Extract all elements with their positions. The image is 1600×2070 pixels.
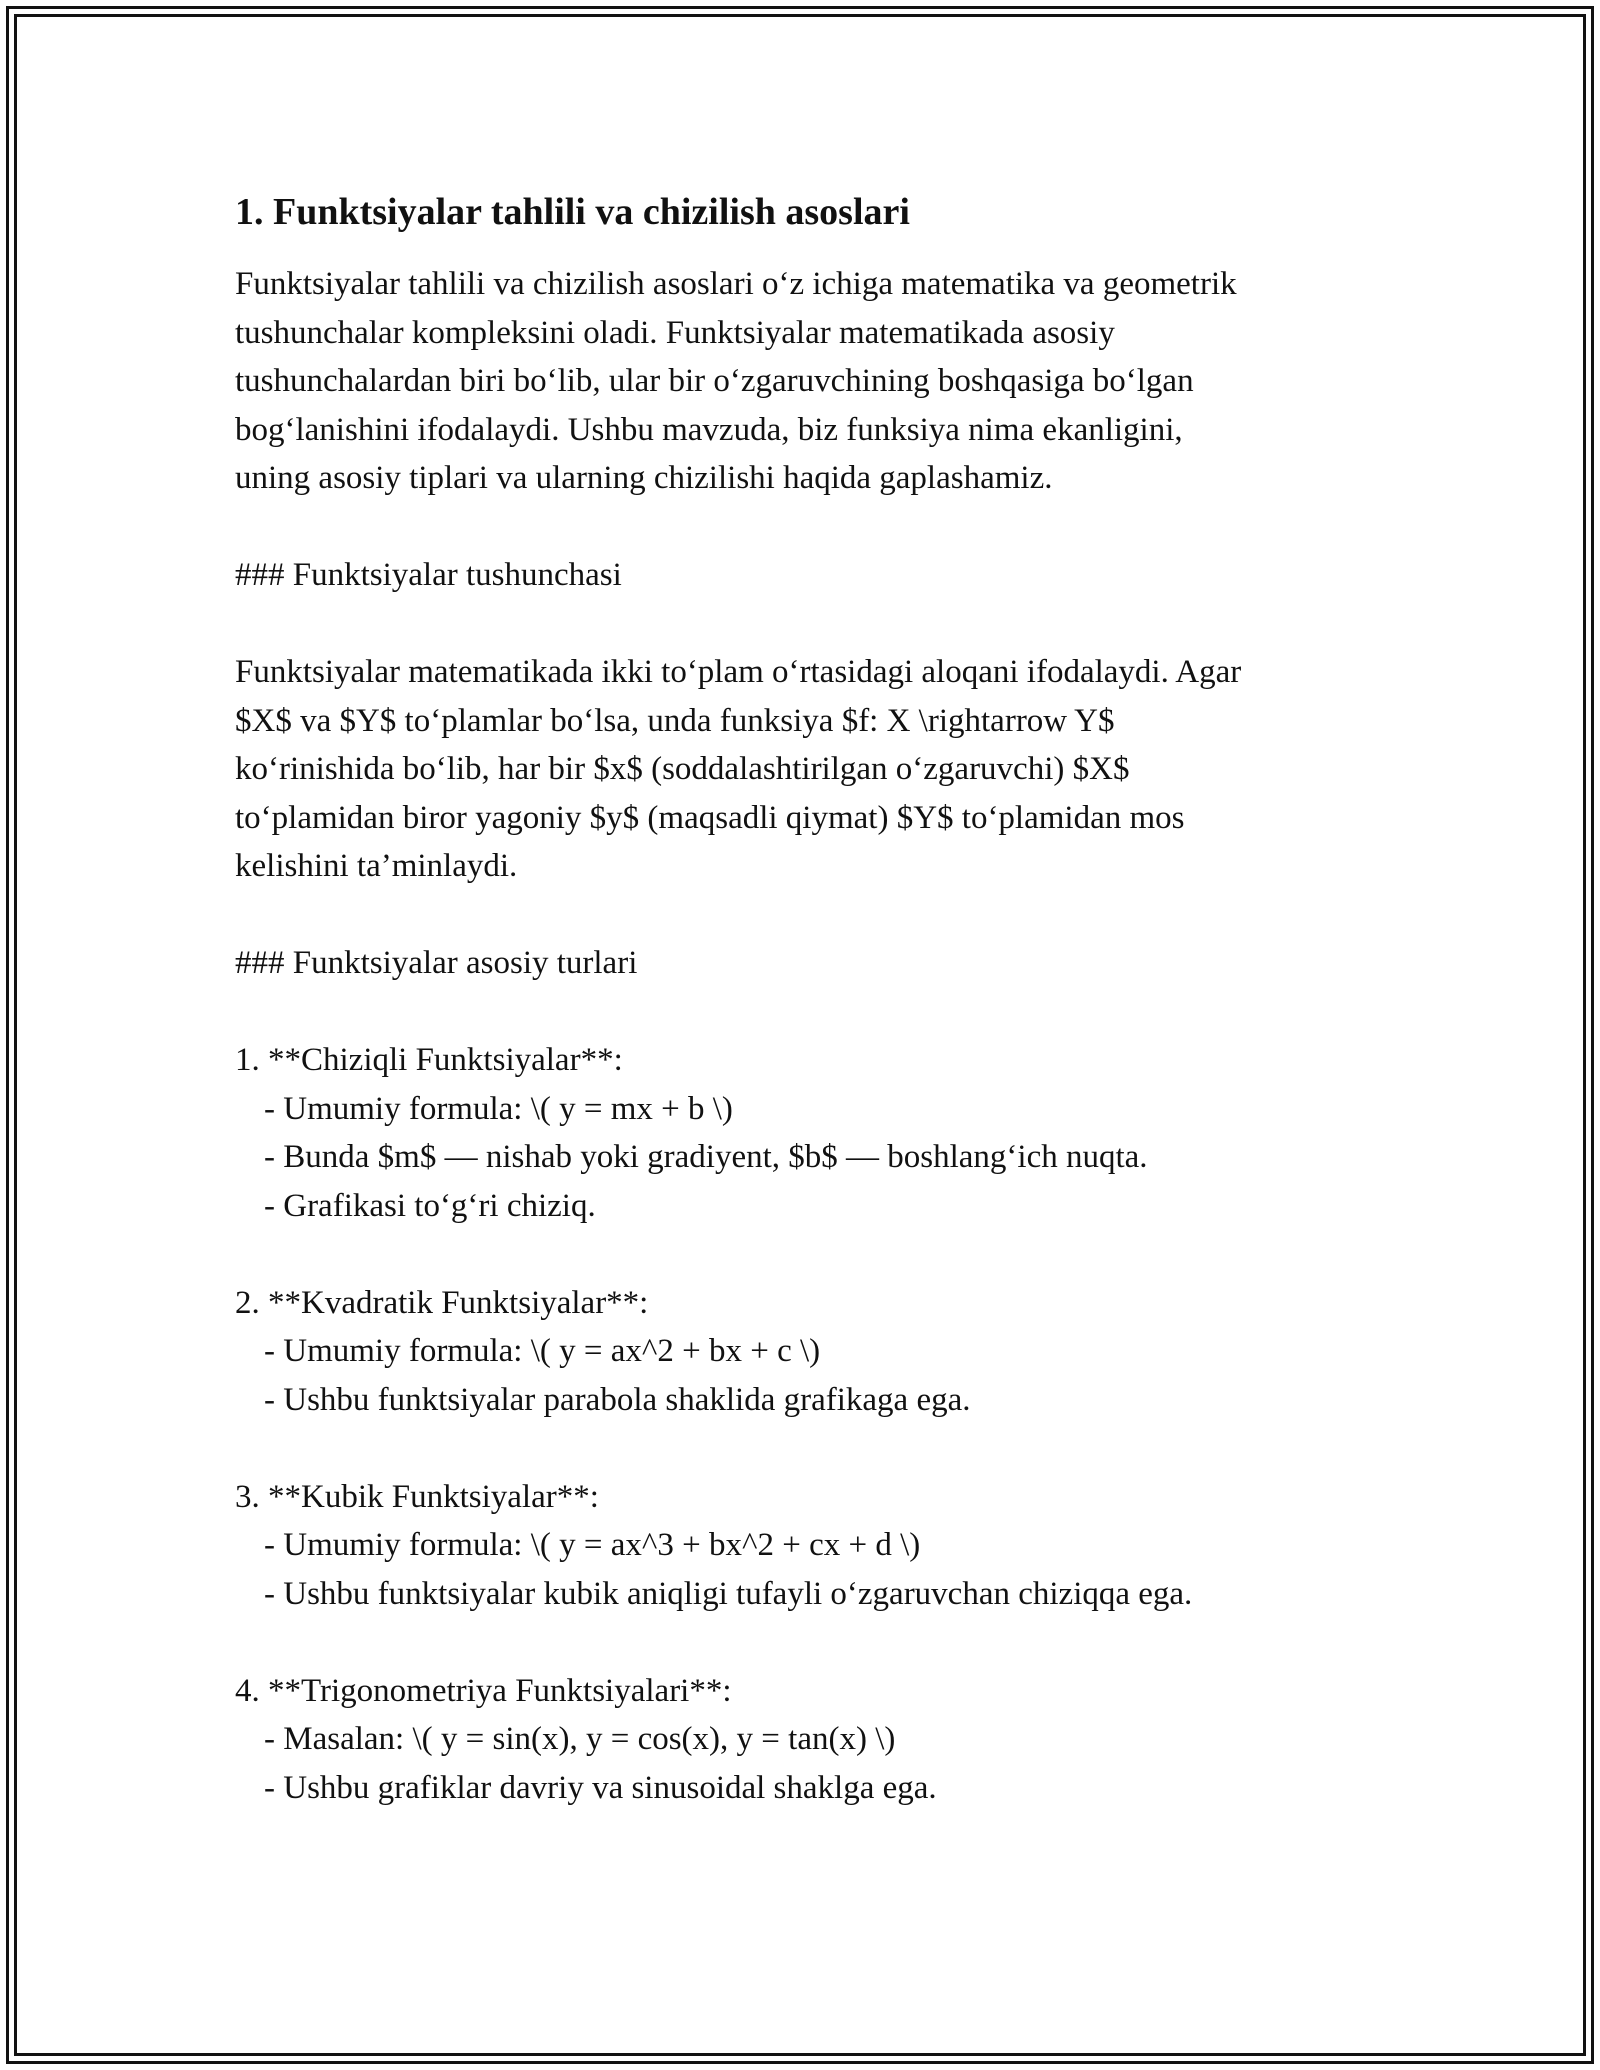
section-heading-types: ### Funktsiyalar asosiy turlari	[235, 945, 638, 981]
concept-line: Funktsiyalar matematikada ikki to‘plam o‘rtasidagi aloqani ifodalaydi. Agar	[235, 654, 1242, 690]
list-item-cubic	[235, 1473, 1385, 1619]
list-item-bullet: - Ushbu funktsiyalar kubik aniqligi tufayli o‘zgaruvchan chiziqqa ega.	[264, 1575, 1193, 1612]
list-item-title: 1. **Chiziqli Funktsiyalar**:	[235, 1042, 623, 1078]
concept-paragraph	[235, 648, 1385, 891]
list-item-title: 2. **Kvadratik Funktsiyalar**:	[235, 1284, 649, 1321]
list-item-bullet: - Umumiy formula: \( y = ax^2 + bx + c \)	[264, 1333, 821, 1369]
list-item-trigonometric	[235, 1667, 1385, 1813]
intro-line: bog‘lanishini ifodalaydi. Ushbu mavzuda, biz funksiya nima ekanligini,	[235, 411, 1183, 448]
spacer	[235, 1424, 1385, 1473]
spacer	[235, 1230, 1385, 1279]
list-item-linear	[235, 1036, 1385, 1230]
list-item-bullet: - Bunda $m$ — nishab yoki gradiyent, $b$ — boshlang‘ich nuqta.	[264, 1139, 1148, 1175]
list-item-quadratic	[235, 1279, 1385, 1425]
document-title: 1. Funktsiyalar tahlili va chizilish asoslari	[235, 191, 910, 233]
section-heading-concept: ### Funktsiyalar tushunchasi	[235, 557, 622, 593]
list-item-bullet: - Umumiy formula: \( y = ax^3 + bx^2 + cx + d \)	[264, 1527, 921, 1563]
intro-line: tushunchalardan biri bo‘lib, ular bir o‘zgaruvchining boshqasiga bo‘lgan	[235, 363, 1194, 399]
spacer	[235, 600, 1385, 649]
intro-line: uning asosiy tiplari va ularning chizilishi haqida gaplashamiz.	[235, 460, 1053, 496]
spacer	[235, 891, 1385, 940]
concept-line: ko‘rinishida bo‘lib, har bir $x$ (soddalashtirilgan o‘zgaruvchi) $X$	[235, 751, 1130, 787]
list-item-bullet: - Ushbu grafiklar davriy va sinusoidal shaklga ega.	[264, 1769, 937, 1806]
list-item-bullet: - Masalan: \( y = sin(x), y = cos(x), y = tan(x) \)	[264, 1721, 896, 1757]
document-body	[235, 186, 1385, 1812]
concept-line: to‘plamidan biror yagoniy $y$ (maqsadli qiymat) $Y$ to‘plamidan mos	[235, 799, 1185, 836]
list-item-title: 3. **Kubik Funktsiyalar**:	[235, 1478, 599, 1515]
spacer	[235, 503, 1385, 552]
intro-paragraph	[235, 260, 1385, 503]
spacer	[235, 1618, 1385, 1667]
list-item-bullet: - Ushbu funktsiyalar parabola shaklida grafikaga ega.	[264, 1381, 971, 1418]
concept-line: kelishini ta’minlaydi.	[235, 848, 518, 884]
list-item-bullet: - Umumiy formula: \( y = mx + b \)	[264, 1090, 733, 1127]
function-type-list	[235, 1036, 1385, 1812]
concept-line: $X$ va $Y$ to‘plamlar bo‘lsa, unda funksiya $f: X \rightarrow Y$	[235, 702, 1115, 739]
intro-line: Funktsiyalar tahlili va chizilish asoslari o‘z ichiga matematika va geometrik	[235, 266, 1237, 302]
spacer	[235, 988, 1385, 1037]
list-item-title: 4. **Trigonometriya Funktsiyalari**:	[235, 1672, 732, 1709]
list-item-bullet: - Grafikasi to‘g‘ri chiziq.	[264, 1187, 596, 1224]
intro-line: tushunchalar kompleksini oladi. Funktsiyalar matematikada asosiy	[235, 314, 1115, 351]
